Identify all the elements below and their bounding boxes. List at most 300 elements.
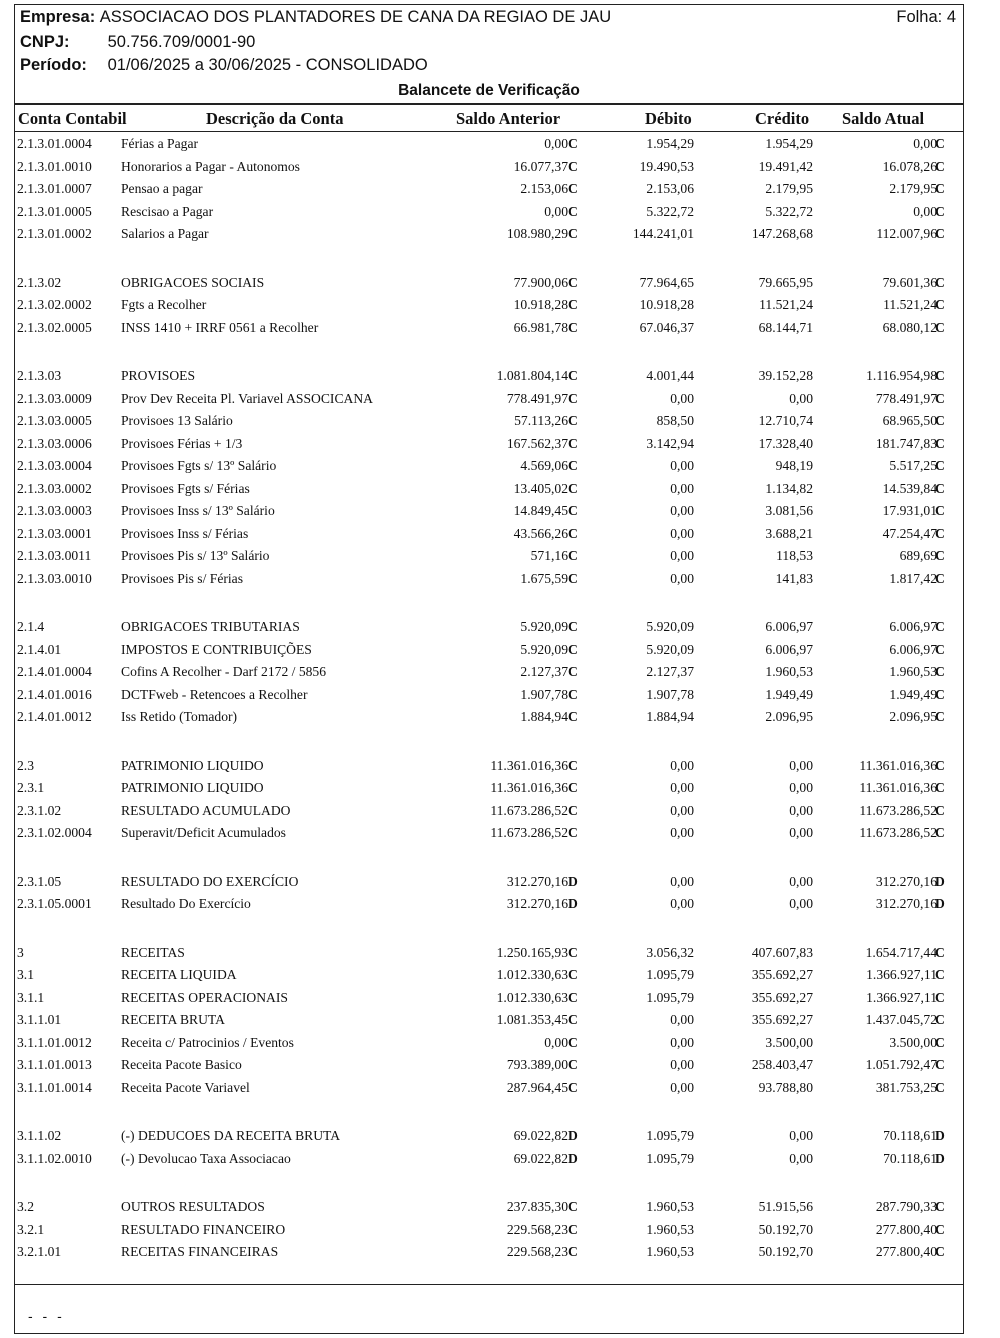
saldo-atual-dc: C: [935, 664, 945, 679]
saldo-atual: 1.437.045,72: [865, 1012, 937, 1027]
saldo-anterior: 1.884,94: [520, 709, 568, 724]
account-description: Provisoes Pis s/ Férias: [121, 570, 243, 586]
saldo-atual: 3.500,00: [889, 1034, 937, 1050]
account-code: 2.1.3.01.0007: [17, 181, 92, 196]
table-row: [0, 893, 1000, 916]
saldo-atual-dc: D: [935, 1150, 945, 1166]
saldo-atual-dc: C: [935, 297, 945, 312]
saldo-atual: 11.673.286,52: [859, 825, 937, 840]
saldo-atual-dc: C: [935, 709, 945, 724]
saldo-atual: 11.673.286,52: [859, 802, 937, 818]
credito-value: 19.491,42: [758, 158, 813, 174]
saldo-anterior: 1.081.353,45: [496, 1012, 568, 1027]
saldo-anterior-dc: C: [568, 686, 578, 702]
saldo-anterior: 57.113,26: [514, 413, 568, 428]
saldo-atual: 287.790,33: [875, 1199, 937, 1214]
credito-value: 1.954,29: [765, 136, 813, 151]
account-code: 3.1.1.02: [17, 1128, 62, 1143]
saldo-atual-dc: C: [935, 413, 945, 428]
debito-value: 2.153,06: [646, 181, 694, 196]
credito-value: 0,00: [789, 780, 813, 795]
saldo-atual: 1.051.792,47: [865, 1057, 937, 1072]
saldo-anterior-dc: C: [568, 226, 578, 241]
saldo-atual: 2.179,95: [889, 181, 937, 196]
debito-value: 0,00: [670, 757, 694, 773]
account-code: 3.1: [17, 967, 34, 982]
table-row: [0, 500, 1000, 523]
saldo-atual: 47.254,47: [882, 525, 937, 541]
table-row: [0, 1009, 1000, 1032]
cnpj-label: CNPJ:: [20, 33, 70, 51]
saldo-anterior-dc: D: [568, 1128, 578, 1143]
table-row: [0, 684, 1000, 707]
saldo-anterior: 237.835,30: [506, 1199, 568, 1214]
saldo-anterior: 1.012.330,63: [496, 967, 568, 982]
saldo-anterior: 0,00: [544, 136, 568, 151]
credito-value: 948,19: [775, 458, 813, 473]
debito-value: 0,00: [670, 1079, 694, 1095]
saldo-atual: 68.965,50: [882, 413, 937, 428]
account-code: 2.1.3.03.0006: [17, 435, 92, 451]
credito-value: 1.949,49: [765, 686, 813, 702]
account-description: Rescisao a Pagar: [121, 203, 214, 219]
credito-value: 68.144,71: [758, 319, 813, 335]
account-code: 2.1.3.03.0003: [17, 503, 92, 518]
saldo-anterior: 1.012.330,63: [496, 989, 568, 1005]
credito-value: 0,00: [789, 1128, 813, 1143]
debito-value: 1.954,29: [646, 136, 694, 151]
debito-value: 1.095,79: [646, 967, 694, 982]
account-code: 2.1.4.01: [17, 641, 62, 657]
report-title: Balancete de Verificação: [398, 82, 580, 99]
saldo-anterior: 0,00: [544, 1034, 568, 1050]
debito-value: 0,00: [670, 802, 694, 818]
saldo-atual: 5.517,25: [889, 458, 937, 473]
account-description: OUTROS RESULTADOS: [121, 1199, 265, 1214]
saldo-atual-dc: C: [935, 181, 945, 196]
saldo-anterior: 5.920,09: [520, 641, 568, 657]
saldo-atual-dc: C: [935, 619, 945, 634]
saldo-atual-dc: C: [935, 525, 945, 541]
saldo-atual-dc: C: [935, 802, 945, 818]
saldo-anterior-dc: C: [568, 1199, 578, 1214]
credito-value: 12.710,74: [758, 413, 813, 428]
debito-value: 0,00: [670, 896, 694, 911]
credito-value: 0,00: [789, 802, 813, 818]
debito-value: 0,00: [670, 570, 694, 586]
saldo-atual: 16.078,26: [882, 158, 937, 174]
account-description: INSS 1410 + IRRF 0561 a Recolher: [121, 319, 319, 335]
saldo-atual-dc: C: [935, 1244, 945, 1259]
saldo-atual-dc: C: [935, 548, 945, 563]
account-description: OBRIGACOES TRIBUTARIAS: [121, 619, 300, 634]
account-description: Resultado Do Exercício: [121, 896, 251, 911]
debito-value: 5.322,72: [646, 203, 694, 219]
debito-value: 0,00: [670, 1012, 694, 1027]
saldo-atual-dc: C: [935, 825, 945, 840]
saldo-anterior: 2.153,06: [520, 181, 568, 196]
account-code: 2.1.3.01.0002: [17, 226, 92, 241]
saldo-anterior: 11.673.286,52: [490, 825, 568, 840]
saldo-atual-dc: C: [935, 136, 945, 151]
saldo-atual-dc: C: [935, 989, 945, 1005]
saldo-anterior: 16.077,37: [513, 158, 568, 174]
empresa-label: Empresa:: [20, 8, 96, 26]
saldo-atual-dc: C: [935, 1057, 945, 1072]
table-row: [0, 1077, 1000, 1100]
credito-value: 17.328,40: [758, 435, 813, 451]
account-code: 2.1.3.02: [17, 274, 62, 290]
saldo-anterior-dc: C: [568, 158, 578, 174]
saldo-anterior-dc: C: [568, 480, 578, 496]
debito-value: 0,00: [670, 780, 694, 795]
account-description: Prov Dev Receita Pl. Variavel ASSOCICANA: [121, 390, 373, 406]
table-row: [0, 1054, 1000, 1077]
account-description: RECEITA BRUTA: [121, 1012, 225, 1027]
credito-value: 3.081,56: [765, 503, 813, 518]
col-credito: Crédito: [755, 109, 810, 128]
table-row: [0, 545, 1000, 568]
credito-value: 6.006,97: [765, 641, 813, 657]
table-row: [0, 1241, 1000, 1264]
credito-value: 0,00: [789, 825, 813, 840]
credito-value: 2.179,95: [765, 181, 813, 196]
saldo-atual: 70.118,61: [883, 1128, 937, 1143]
saldo-anterior: 11.361.016,36: [490, 780, 568, 795]
saldo-atual: 11.521,24: [883, 297, 937, 312]
credito-value: 50.192,70: [758, 1221, 813, 1237]
credito-value: 1.960,53: [765, 664, 813, 679]
table-row: [0, 706, 1000, 729]
saldo-anterior-dc: C: [568, 641, 578, 657]
account-code: 2.3.1.05.0001: [17, 896, 92, 911]
saldo-anterior: 167.562,37: [506, 435, 568, 451]
account-code: 2.1.3.03.0009: [17, 390, 92, 406]
account-description: DCTFweb - Retencoes a Recolher: [121, 686, 308, 702]
debito-value: 19.490,53: [639, 158, 694, 174]
footer-rule: [14, 1284, 964, 1285]
saldo-atual-dc: C: [935, 458, 945, 473]
credito-value: 51.915,56: [758, 1199, 813, 1214]
debito-value: 1.907,78: [646, 686, 694, 702]
credito-value: 0,00: [789, 873, 813, 889]
saldo-atual: 381.753,25: [875, 1079, 937, 1095]
saldo-anterior-dc: C: [568, 525, 578, 541]
saldo-atual: 312.270,16: [875, 873, 937, 889]
saldo-anterior-dc: D: [568, 896, 578, 911]
saldo-atual: 1.654.717,44: [865, 944, 937, 960]
credito-value: 93.788,80: [758, 1079, 813, 1095]
account-description: Provisoes 13 Salário: [121, 413, 233, 428]
table-row: [0, 1032, 1000, 1055]
table-row: [0, 523, 1000, 546]
debito-value: 0,00: [670, 525, 694, 541]
saldo-atual-dc: C: [935, 1079, 945, 1095]
account-description: Provisoes Fgts s/ Férias: [121, 480, 250, 496]
table-row: [0, 871, 1000, 894]
credito-value: 5.322,72: [765, 203, 813, 219]
saldo-atual: 6.006,97: [889, 619, 937, 634]
table-row: [0, 1148, 1000, 1171]
saldo-anterior-dc: C: [568, 458, 578, 473]
col-descricao: Descrição da Conta: [206, 109, 344, 128]
account-description: RECEITAS: [121, 944, 185, 960]
saldo-atual-dc: C: [935, 319, 945, 335]
saldo-atual: 277.800,40: [875, 1244, 937, 1259]
account-description: Provisoes Inss s/ Férias: [121, 525, 249, 541]
saldo-atual-dc: C: [935, 757, 945, 773]
saldo-anterior-dc: C: [568, 1244, 578, 1259]
debito-value: 4.001,44: [646, 368, 694, 383]
debito-value: 858,50: [656, 413, 694, 428]
saldo-anterior-dc: C: [568, 181, 578, 196]
debito-value: 1.095,79: [646, 1128, 694, 1143]
debito-value: 2.127,37: [646, 664, 694, 679]
account-code: 3.1.1.01.0013: [17, 1057, 92, 1072]
saldo-atual: 0,00: [913, 136, 937, 151]
debito-value: 1.960,53: [646, 1199, 694, 1214]
table-row: [0, 388, 1000, 411]
saldo-atual-dc: D: [935, 873, 945, 889]
col-debito: Débito: [645, 109, 692, 128]
account-description: Receita Pacote Basico: [121, 1057, 242, 1072]
debito-value: 3.142,94: [646, 435, 694, 451]
debito-value: 0,00: [670, 873, 694, 889]
saldo-atual: 1.366.927,11: [866, 967, 937, 982]
account-code: 2.1.4.01.0012: [17, 709, 92, 724]
table-row: [0, 272, 1000, 295]
table-row: [0, 478, 1000, 501]
account-code: 2.3: [17, 757, 34, 773]
saldo-anterior-dc: C: [568, 368, 578, 383]
debito-value: 0,00: [670, 503, 694, 518]
account-description: OBRIGACOES SOCIAIS: [121, 274, 265, 290]
table-row: [0, 661, 1000, 684]
account-description: RESULTADO DO EXERCÍCIO: [121, 873, 299, 889]
credito-value: 50.192,70: [758, 1244, 813, 1259]
saldo-anterior: 287.964,45: [506, 1079, 568, 1095]
periodo-value: 01/06/2025 a 30/06/2025 - CONSOLIDADO: [107, 56, 428, 74]
account-code: 2.1.3.01.0010: [17, 158, 92, 174]
saldo-anterior: 1.081.804,14: [496, 368, 568, 383]
saldo-anterior-dc: C: [568, 548, 578, 563]
table-row: [0, 964, 1000, 987]
saldo-anterior-dc: C: [568, 1221, 578, 1237]
saldo-anterior: 1.907,78: [520, 686, 568, 702]
table-row: [0, 410, 1000, 433]
saldo-anterior: 1.250.165,93: [496, 944, 568, 960]
saldo-atual-dc: C: [935, 570, 945, 586]
saldo-atual-dc: C: [935, 226, 945, 241]
saldo-atual-dc: C: [935, 641, 945, 657]
table-row: [0, 433, 1000, 456]
col-conta: Conta Contabil: [18, 109, 127, 128]
debito-value: 0,00: [670, 548, 694, 563]
account-description: (-) DEDUCOES DA RECEITA BRUTA: [121, 1128, 341, 1143]
saldo-anterior: 1.675,59: [520, 570, 568, 586]
empresa-name: ASSOCIACAO DOS PLANTADORES DE CANA DA REGIAO DE JAU: [99, 8, 612, 26]
saldo-atual-dc: C: [935, 1034, 945, 1050]
table-row: [0, 616, 1000, 639]
account-code: 3: [17, 944, 24, 960]
debito-value: 5.920,09: [646, 619, 694, 634]
saldo-anterior-dc: C: [568, 570, 578, 586]
account-code: 3.1.1: [17, 989, 45, 1005]
account-description: Cofins A Recolher - Darf 2172 / 5856: [121, 664, 327, 679]
empresa-line: [20, 7, 611, 27]
saldo-atual: 1.366.927,11: [866, 989, 937, 1005]
saldo-anterior: 69.022,82: [513, 1150, 568, 1166]
saldo-atual-dc: C: [935, 1221, 945, 1237]
credito-value: 79.665,95: [758, 274, 813, 290]
saldo-anterior-dc: C: [568, 1079, 578, 1095]
saldo-anterior-dc: C: [568, 1012, 578, 1027]
account-description: Salarios a Pagar: [121, 226, 209, 241]
cnpj-line: [20, 32, 255, 52]
credito-value: 6.006,97: [765, 619, 813, 634]
table-row: [0, 822, 1000, 845]
saldo-anterior-dc: C: [568, 619, 578, 634]
saldo-anterior: 77.900,06: [513, 274, 568, 290]
saldo-anterior-dc: D: [568, 873, 578, 889]
account-code: 2.1.4.01.0016: [17, 686, 92, 702]
saldo-anterior-dc: C: [568, 203, 578, 219]
credito-value: 355.692,27: [751, 967, 813, 982]
saldo-atual-dc: C: [935, 967, 945, 982]
account-description: Provisoes Pis s/ 13º Salário: [121, 548, 270, 563]
account-description: PATRIMONIO LIQUIDO: [121, 757, 264, 773]
account-code: 2.1.3.03.0001: [17, 525, 92, 541]
credito-value: 0,00: [789, 1150, 813, 1166]
debito-value: 0,00: [670, 480, 694, 496]
account-code: 3.2.1: [17, 1221, 45, 1237]
account-description: RECEITAS OPERACIONAIS: [121, 989, 288, 1005]
saldo-anterior-dc: C: [568, 709, 578, 724]
account-code: 2.1.3.02.0005: [17, 319, 92, 335]
saldo-atual: 11.361.016,36: [859, 780, 937, 795]
table-row: [0, 178, 1000, 201]
saldo-anterior: 0,00: [544, 203, 568, 219]
saldo-anterior-dc: C: [568, 390, 578, 406]
account-code: 2.1.4.01.0004: [17, 664, 92, 679]
periodo-line: [20, 55, 428, 75]
saldo-anterior: 312.270,16: [506, 896, 568, 911]
credito-value: 147.268,68: [751, 226, 813, 241]
saldo-atual: 1.116.954,98: [866, 368, 937, 383]
table-row: [0, 777, 1000, 800]
saldo-atual: 70.118,61: [883, 1150, 937, 1166]
saldo-anterior: 312.270,16: [506, 873, 568, 889]
saldo-anterior-dc: C: [568, 944, 578, 960]
account-code: 3.1.1.01.0014: [17, 1079, 92, 1095]
saldo-anterior: 10.918,28: [513, 297, 568, 312]
saldo-atual: 1.949,49: [889, 686, 937, 702]
table-row: [0, 133, 1000, 156]
saldo-anterior-dc: C: [568, 757, 578, 773]
saldo-anterior: 11.361.016,36: [490, 757, 568, 773]
debito-value: 1.095,79: [646, 1150, 694, 1166]
saldo-anterior-dc: C: [568, 274, 578, 290]
saldo-atual: 11.361.016,36: [859, 757, 937, 773]
saldo-anterior-dc: C: [568, 967, 578, 982]
credito-value: 3.688,21: [765, 525, 813, 541]
saldo-atual: 68.080,12: [882, 319, 937, 335]
credito-value: 118,53: [776, 548, 813, 563]
credito-value: 11.521,24: [759, 297, 813, 312]
debito-value: 144.241,01: [632, 226, 694, 241]
account-code: 2.1.3.03.0010: [17, 570, 92, 586]
saldo-anterior-dc: C: [568, 780, 578, 795]
account-code: 2.3.1: [17, 780, 45, 795]
account-code: 2.3.1.02.0004: [17, 825, 92, 840]
account-code: 3.1.1.01: [17, 1012, 62, 1027]
table-row: [0, 223, 1000, 246]
account-description: RESULTADO FINANCEIRO: [121, 1221, 286, 1237]
saldo-atual-dc: C: [935, 503, 945, 518]
saldo-anterior: 14.849,45: [513, 503, 568, 518]
footer-marker: - - -: [28, 1308, 65, 1324]
debito-value: 10.918,28: [639, 297, 694, 312]
account-description: RECEITA LIQUIDA: [121, 967, 237, 982]
column-rule: [14, 131, 964, 132]
saldo-anterior-dc: C: [568, 136, 578, 151]
table-row: [0, 455, 1000, 478]
account-description: PROVISOES: [121, 368, 196, 383]
saldo-atual-dc: C: [935, 480, 945, 496]
saldo-atual-dc: C: [935, 158, 945, 174]
account-code: 2.1.3.03: [17, 368, 62, 383]
account-code: 3.1.1.02.0010: [17, 1150, 92, 1166]
table-row: [0, 1196, 1000, 1219]
debito-value: 1.960,53: [646, 1221, 694, 1237]
debito-value: 0,00: [670, 825, 694, 840]
account-description: IMPOSTOS E CONTRIBUIÇÕES: [121, 641, 312, 657]
account-code: 2.1.3.03.0011: [17, 548, 92, 563]
saldo-anterior: 11.673.286,52: [490, 802, 568, 818]
saldo-anterior-dc: C: [568, 664, 578, 679]
debito-value: 1.960,53: [646, 1244, 694, 1259]
saldo-atual-dc: D: [935, 896, 945, 911]
credito-value: 0,00: [789, 896, 813, 911]
debito-value: 0,00: [670, 1034, 694, 1050]
debito-value: 5.920,09: [646, 641, 694, 657]
credito-value: 1.134,82: [765, 480, 813, 496]
saldo-atual: 778.491,97: [875, 390, 937, 406]
credito-value: 0,00: [789, 757, 813, 773]
account-description: Receita Pacote Variavel: [121, 1079, 250, 1095]
saldo-anterior: 571,16: [530, 548, 568, 563]
debito-value: 0,00: [670, 1057, 694, 1072]
table-row: [0, 294, 1000, 317]
table-row: [0, 1219, 1000, 1242]
credito-value: 407.607,83: [751, 944, 813, 960]
saldo-atual: 14.539,84: [882, 480, 937, 496]
saldo-anterior: 13.405,02: [513, 480, 568, 496]
periodo-label: Período:: [20, 56, 87, 74]
saldo-anterior-dc: C: [568, 297, 578, 312]
debito-value: 3.056,32: [646, 944, 694, 960]
account-description: (-) Devolucao Taxa Associacao: [121, 1150, 291, 1166]
folha-value: 4: [946, 8, 956, 26]
account-description: Superavit/Deficit Acumulados: [121, 825, 286, 840]
saldo-atual-dc: C: [935, 1012, 945, 1027]
saldo-anterior-dc: C: [568, 802, 578, 818]
table-row: [0, 201, 1000, 224]
table-row: [0, 942, 1000, 965]
table-row: [0, 568, 1000, 591]
table-row: [0, 755, 1000, 778]
account-code: 2.1.3.02.0002: [17, 297, 92, 312]
